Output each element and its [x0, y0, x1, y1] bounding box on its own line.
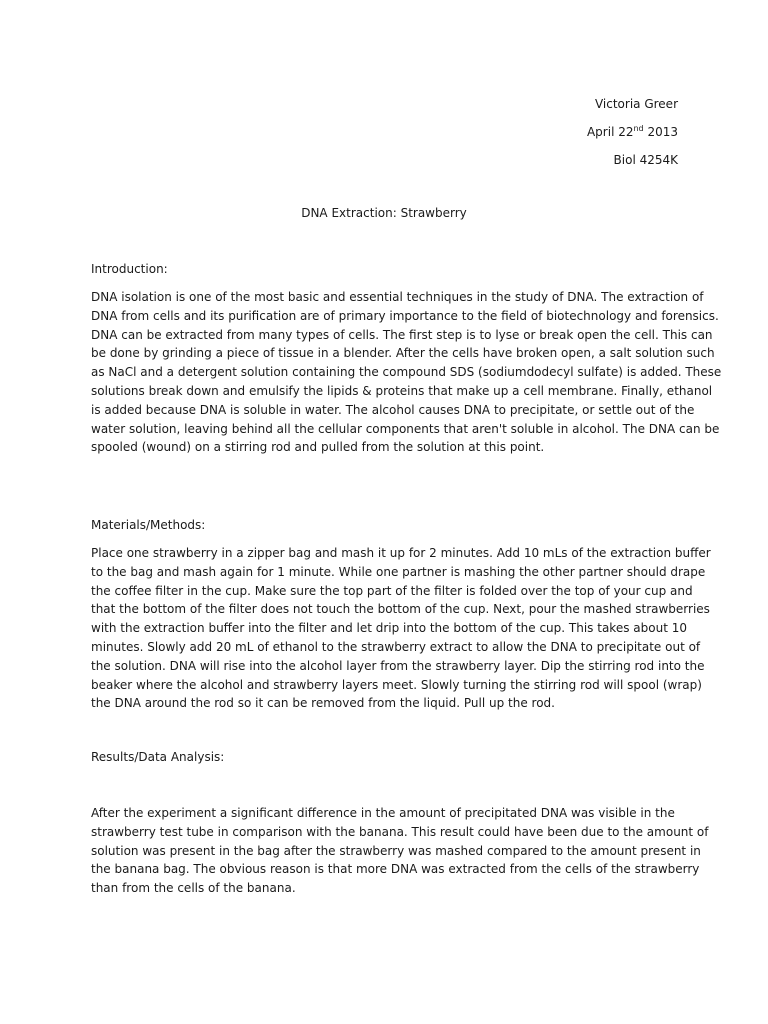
paragraph-line: the DNA around the rod so it can be removed from the liquid. Pull up the rod. [91, 696, 555, 711]
document-header [587, 90, 678, 174]
paragraph-line: solutions break down and emulsify the lipids & proteins that make up a cell membrane. Finally, ethanol [91, 383, 713, 398]
paragraph-line: is added because DNA is soluble in water. The alcohol causes DNA to precipitate, or settle out of the [91, 402, 695, 417]
paragraph-line: beaker where the alcohol and strawberry layers meet. Slowly turning the stirring rod will spool (wrap) [91, 677, 702, 692]
date-year: 2013 [643, 125, 678, 139]
methods-paragraph [91, 544, 711, 713]
results-paragraph [91, 804, 709, 898]
paragraph-line: that the bottom of the filter does not touch the bottom of the cup. Next, pour the mashed strawberries [91, 602, 710, 617]
date-month-day: April 22 [586, 125, 634, 139]
paragraph-line: DNA can be extracted from many types of cells. The first step is to lyse or break open the cell. This can [91, 327, 713, 342]
paragraph-line: to the bag and mash again for 1 minute. While one partner is mashing the other partner should drape [91, 564, 706, 579]
paragraph-line: minutes. Slowly add 20 mL of ethanol to the strawberry extract to allow the DNA to precipitate out of [91, 639, 701, 654]
author-name: Victoria Greer [594, 97, 678, 111]
paragraph-line: be done by grinding a piece of tissue in a blender. After the cells have broken open, a salt solution such [91, 346, 715, 361]
course-code: Biol 4254K [613, 153, 678, 167]
paragraph-line: with the extraction buffer into the filter and let drip into the bottom of the cup. This takes about 10 [91, 621, 687, 636]
document-date [587, 118, 678, 146]
paragraph-line: the solution. DNA will rise into the alcohol layer from the strawberry layer. Dip the stirring rod into the [91, 658, 705, 673]
methods-heading: Materials/Methods: [91, 518, 206, 532]
paragraph-line: DNA from cells and its purification are of primary importance to the field of biotechnology and forensics. [91, 308, 719, 323]
results-heading: Results/Data Analysis: [91, 750, 225, 764]
paragraph-line: water solution, leaving behind all the cellular components that aren't soluble in alcohol. The DNA can be [91, 421, 720, 436]
paragraph-line: spooled (wound) on a stirring rod and pulled from the solution at this point. [91, 440, 545, 455]
paragraph-line: DNA isolation is one of the most basic and essential techniques in the study of DNA. The extraction of [91, 290, 704, 304]
paragraph-line: solution was present in the bag after the strawberry was mashed compared to the amount present in [91, 843, 701, 858]
introduction-paragraph [91, 288, 722, 457]
paragraph-line: than from the cells of the banana. [91, 881, 296, 896]
paragraph-line: as NaCl and a detergent solution containing the compound SDS (sodiumdodecyl sulfate) is added. These [91, 365, 722, 380]
date-ordinal-suffix: nd [633, 124, 644, 133]
paragraph-line: the coffee filter in the cup. Make sure the top part of the filter is folded over the top of your cup and [91, 583, 693, 598]
introduction-heading: Introduction: [91, 262, 168, 276]
document-title: DNA Extraction: Strawberry [301, 206, 467, 220]
paragraph-line: Place one strawberry in a zipper bag and mash it up for 2 minutes. Add 10 mLs of the extraction buffer [91, 546, 711, 560]
paragraph-line: strawberry test tube in comparison with the banana. This result could have been due to the amount of [91, 824, 709, 839]
paragraph-line: After the experiment a significant difference in the amount of precipitated DNA was visible in the [91, 806, 675, 820]
paragraph-line: the banana bag. The obvious reason is that more DNA was extracted from the cells of the strawberry [91, 862, 700, 877]
